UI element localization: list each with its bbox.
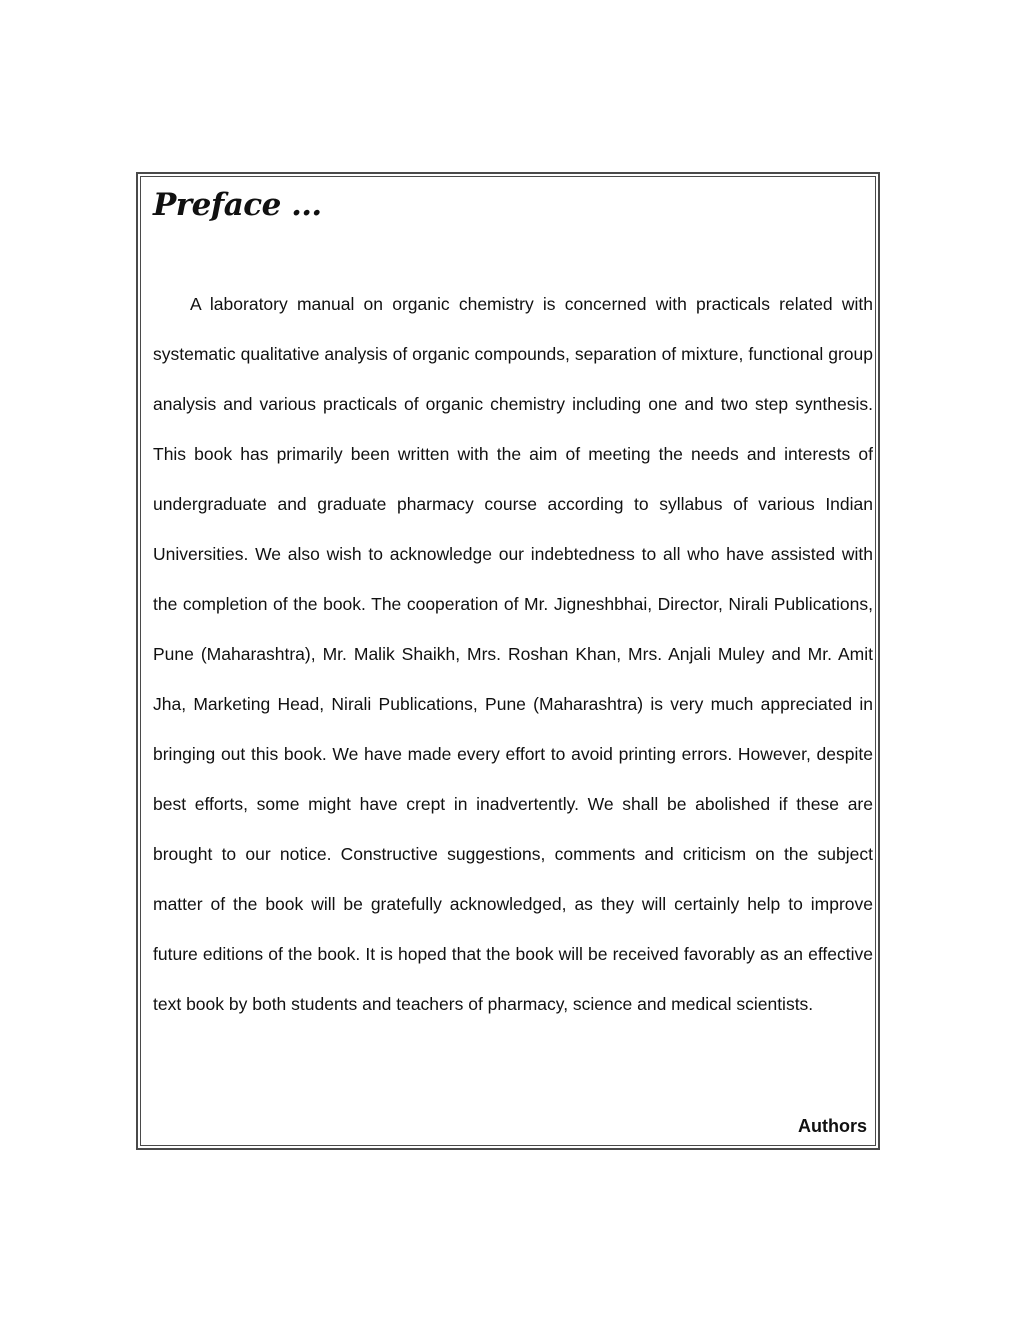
authors-signature: Authors <box>798 1116 867 1136</box>
page-title: Preface … <box>153 187 322 223</box>
preface-body: A laboratory manual on organic chemistry is concerned with practicals related with systematic qualitative analysis of organic compounds, separation of mixture, functional group analysis and various practicals of organic chemistry including one and two step synthesis. This book has primarily been written with the aim of meeting the needs and interests of undergraduate and graduate pharmacy course according to syllabus of various Indian Universities. We also wish to acknowledge our indebtedness to all who have assisted with the completion of the book. The cooperation of Mr. Jigneshbhai, Director, Nirali Publications, Pune (Maharashtra), Mr. Malik Shaikh, Mrs. Roshan Khan, Mrs. Anjali Muley and Mr. Amit Jha, Marketing Head, Nirali Publications, Pune (Maharashtra) is very much appreciated in bringing out this book. We have made every effort to avoid printing errors. However, despite best efforts, some might have crept in inadvertently. We shall be abolished if these are brought to our notice. Constructive suggestions, comments and criticism on the subject matter of the book will be gratefully acknowledged, as they will certainly help to improve future editions of the book. It is hoped that the book will be received favorably as an effective text book by both students and teachers of pharmacy, science and medical scientists. <box>153 294 873 1014</box>
preface-frame-inner <box>140 176 876 1146</box>
preface-frame <box>136 172 880 1150</box>
